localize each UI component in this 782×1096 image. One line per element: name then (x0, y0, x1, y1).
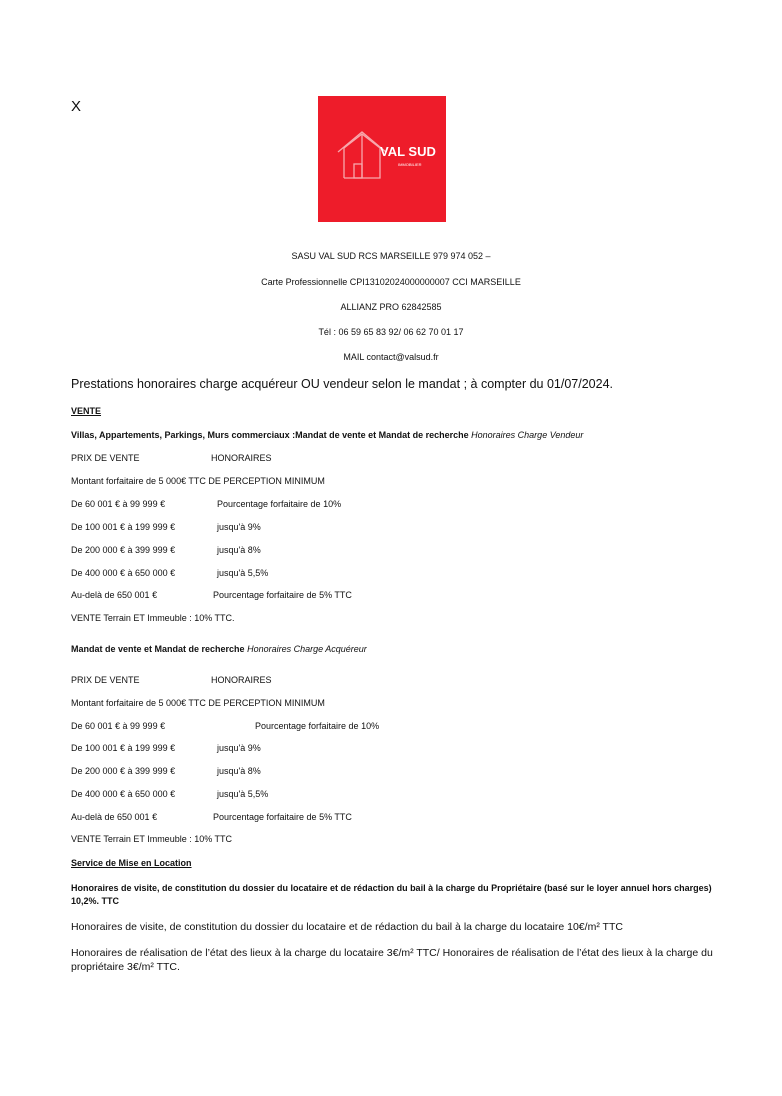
location-title: Service de Mise en Location (71, 858, 192, 868)
seller-row-range: De 60 001 € à 99 999 € (71, 499, 166, 509)
buyer-row-fee: jusqu'à 8% (217, 766, 261, 776)
val-sud-logo (318, 96, 446, 222)
vente-title: VENTE (71, 406, 102, 416)
location-owner-fees: Honoraires de visite, de constitution du dossier du locataire et de rédaction du bail à la charge du Propriétaire (basé sur le loyer annuel hors charges) 10,2%. TTC (71, 883, 712, 906)
seller-heading-italic: Honoraires Charge Vendeur (471, 430, 584, 440)
buyer-col-price: PRIX DE VENTE (71, 675, 140, 685)
corner-mark: X (71, 98, 82, 115)
seller-terrain: VENTE Terrain ET Immeuble : 10% TTC. (71, 613, 235, 623)
seller-col-price: PRIX DE VENTE (71, 453, 140, 463)
seller-row-fee: Pourcentage forfaitaire de 5% TTC (213, 590, 352, 600)
seller-row-range: De 400 000 € à 650 000 € (71, 568, 176, 578)
buyer-row-range: De 100 001 € à 199 999 € (71, 743, 176, 753)
seller-minimum: Montant forfaitaire de 5 000€ TTC DE PERCEPTION MINIMUM (71, 476, 325, 486)
seller-row-fee: jusqu'à 8% (217, 545, 261, 555)
buyer-heading (71, 644, 367, 654)
buyer-row-fee: jusqu'à 9% (217, 743, 261, 753)
buyer-row-range: De 60 001 € à 99 999 € (71, 721, 166, 731)
buyer-row-range: De 400 000 € à 650 000 € (71, 789, 176, 799)
buyer-terrain: VENTE Terrain ET Immeuble : 10% TTC (71, 834, 233, 844)
buyer-row-range: De 200 000 € à 399 999 € (71, 766, 176, 776)
logo-sub: IMMOBILIER (398, 162, 422, 167)
seller-row-range: De 200 000 € à 399 999 € (71, 545, 176, 555)
buyer-col-fees: HONORAIRES (211, 675, 272, 685)
seller-row-range: Au-delà de 650 001 € (71, 590, 158, 600)
seller-heading (71, 430, 583, 440)
buyer-row-fee: jusqu'à 5,5% (217, 789, 269, 799)
header-company: SASU VAL SUD RCS MARSEILLE 979 974 052 – (291, 251, 491, 261)
buyer-minimum: Montant forfaitaire de 5 000€ TTC DE PERCEPTION MINIMUM (71, 698, 325, 708)
seller-row-fee: jusqu'à 9% (217, 522, 261, 532)
seller-row-fee: jusqu'à 5,5% (217, 568, 269, 578)
location-etat-lieux: Honoraires de réalisation de l’état des lieux à la charge du locataire 3€/m² TTC/ Honoraires de réalisation de l’état des lieux à la charge du propriétaire 3€/m² TTC. (71, 947, 713, 973)
house-logo-icon (318, 96, 446, 222)
seller-col-fees: HONORAIRES (211, 453, 272, 463)
header-card: Carte Professionnelle CPI13102024000000007 CCI MARSEILLE (261, 277, 521, 287)
header-email: MAIL contact@valsud.fr (343, 352, 439, 362)
buyer-row-fee: Pourcentage forfaitaire de 10% (255, 721, 380, 731)
seller-row-fee: Pourcentage forfaitaire de 10% (217, 499, 342, 509)
logo-brand: VAL SUD (380, 144, 436, 159)
seller-row-range: De 100 001 € à 199 999 € (71, 522, 176, 532)
location-tenant-fees: Honoraires de visite, de constitution du dossier du locataire et de rédaction du bail à la charge du locataire 10€/m² TTC (71, 921, 623, 933)
intro-text: Prestations honoraires charge acquéreur OU vendeur selon le mandat ; à compter du 01/07/2024. (71, 377, 613, 391)
buyer-row-fee: Pourcentage forfaitaire de 5% TTC (213, 812, 352, 822)
header-insurance: ALLIANZ PRO 62842585 (340, 302, 442, 312)
header-phone: Tél : 06 59 65 83 92/ 06 62 70 01 17 (318, 327, 464, 337)
buyer-heading-italic: Honoraires Charge Acquéreur (247, 644, 367, 654)
buyer-heading-bold: Mandat de vente et Mandat de recherche (71, 644, 245, 654)
buyer-row-range: Au-delà de 650 001 € (71, 812, 158, 822)
seller-heading-bold: Villas, Appartements, Parkings, Murs commerciaux :Mandat de vente et Mandat de recherche (71, 430, 469, 440)
